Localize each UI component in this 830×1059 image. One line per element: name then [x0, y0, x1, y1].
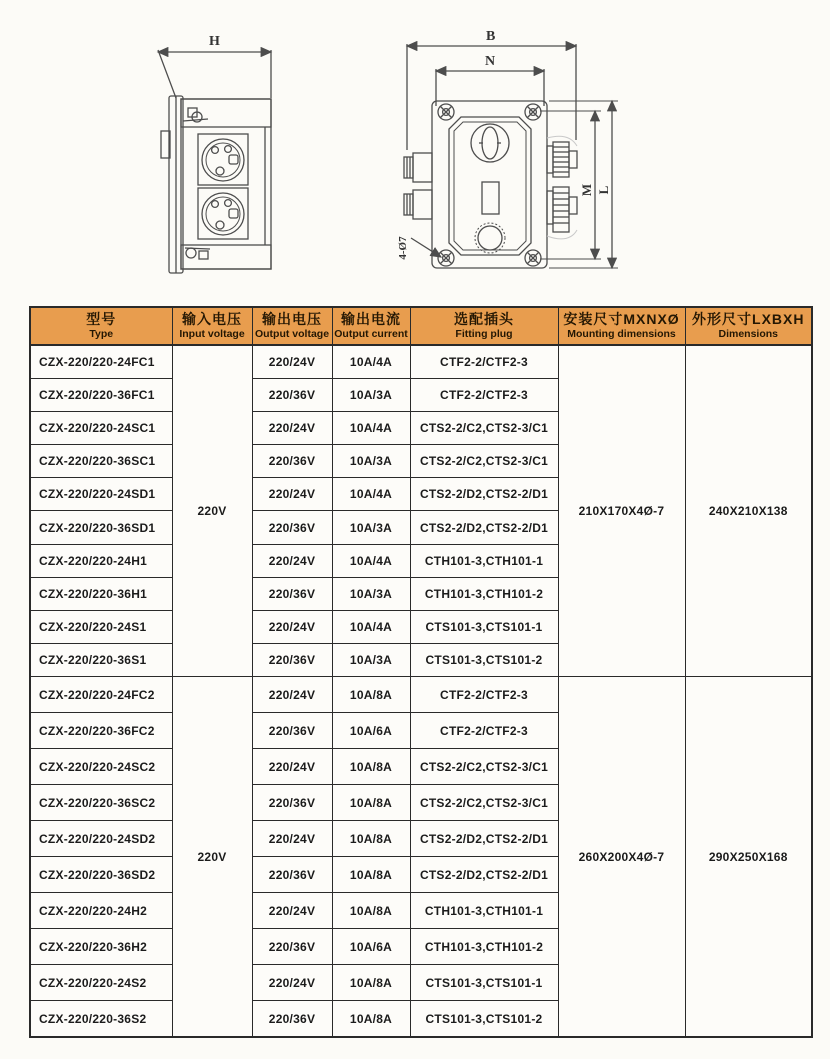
output-voltage-cell: 220/36V: [252, 785, 332, 821]
model-cell: CZX-220/220-36SD2: [30, 857, 172, 893]
output-voltage-cell: 220/36V: [252, 644, 332, 677]
model-cell: CZX-220/220-24SC1: [30, 411, 172, 444]
hole-count-label: 4-Ø7: [397, 236, 409, 260]
column-header: 输出电流 Output current: [332, 307, 410, 345]
output-current-cell: 10A/3A: [332, 378, 410, 411]
output-voltage-cell: 220/24V: [252, 411, 332, 444]
overall-dimensions-cell: 290X250X168: [685, 677, 812, 1037]
model-cell: CZX-220/220-24SD2: [30, 821, 172, 857]
fitting-plug-cell: CTS101-3,CTS101-2: [410, 1001, 558, 1037]
output-voltage-cell: 220/36V: [252, 577, 332, 610]
output-voltage-cell: 220/24V: [252, 749, 332, 785]
column-header: 输出电压 Output voltage: [252, 307, 332, 345]
spec-group: [30, 677, 812, 1037]
output-voltage-cell: 220/24V: [252, 478, 332, 511]
output-current-cell: 10A/8A: [332, 677, 410, 713]
output-voltage-cell: 220/24V: [252, 544, 332, 577]
column-header: 输入电压 Input voltage: [172, 307, 252, 345]
output-current-cell: 10A/3A: [332, 445, 410, 478]
mounting-dimensions-cell: 260X200X4Ø-7: [558, 677, 685, 1037]
fitting-plug-cell: CTS101-3,CTS101-1: [410, 965, 558, 1001]
output-current-cell: 10A/4A: [332, 544, 410, 577]
fitting-plug-cell: CTH101-3,CTH101-1: [410, 893, 558, 929]
model-cell: CZX-220/220-24SD1: [30, 478, 172, 511]
front-view-drawing: [397, 29, 618, 268]
fitting-plug-cell: CTS101-3,CTS101-1: [410, 611, 558, 644]
table-row: [30, 677, 812, 713]
model-cell: CZX-220/220-24FC1: [30, 345, 172, 378]
dim-label-b: B: [486, 29, 496, 44]
model-cell: CZX-220/220-36SC2: [30, 785, 172, 821]
dim-label-m: M: [579, 183, 594, 197]
output-voltage-cell: 220/24V: [252, 965, 332, 1001]
output-current-cell: 10A/8A: [332, 857, 410, 893]
fitting-plug-cell: CTS101-3,CTS101-2: [410, 644, 558, 677]
fitting-plug-cell: CTS2-2/D2,CTS2-2/D1: [410, 478, 558, 511]
column-header: 型号 Type: [30, 307, 172, 345]
output-voltage-cell: 220/36V: [252, 378, 332, 411]
output-voltage-cell: 220/24V: [252, 893, 332, 929]
output-current-cell: 10A/8A: [332, 965, 410, 1001]
input-voltage-cell: 220V: [172, 677, 252, 1037]
output-current-cell: 10A/8A: [332, 785, 410, 821]
table-row: [30, 345, 812, 378]
model-cell: CZX-220/220-24S2: [30, 965, 172, 1001]
output-current-cell: 10A/4A: [332, 611, 410, 644]
fitting-plug-cell: CTF2-2/CTF2-3: [410, 677, 558, 713]
fitting-plug-cell: CTH101-3,CTH101-2: [410, 929, 558, 965]
technical-drawings: [0, 0, 830, 302]
output-current-cell: 10A/4A: [332, 411, 410, 444]
model-cell: CZX-220/220-36S2: [30, 1001, 172, 1037]
output-voltage-cell: 220/24V: [252, 345, 332, 378]
model-cell: CZX-220/220-36H1: [30, 577, 172, 610]
header-row: [30, 307, 812, 345]
fitting-plug-cell: CTS2-2/D2,CTS2-2/D1: [410, 821, 558, 857]
output-current-cell: 10A/6A: [332, 929, 410, 965]
output-voltage-cell: 220/36V: [252, 929, 332, 965]
output-voltage-cell: 220/36V: [252, 511, 332, 544]
output-current-cell: 10A/3A: [332, 511, 410, 544]
output-voltage-cell: 220/36V: [252, 445, 332, 478]
fitting-plug-cell: CTF2-2/CTF2-3: [410, 378, 558, 411]
fitting-plug-cell: CTH101-3,CTH101-2: [410, 577, 558, 610]
fitting-plug-cell: CTS2-2/C2,CTS2-3/C1: [410, 445, 558, 478]
output-current-cell: 10A/8A: [332, 821, 410, 857]
output-voltage-cell: 220/24V: [252, 677, 332, 713]
output-current-cell: 10A/8A: [332, 893, 410, 929]
side-view-drawing: [158, 34, 271, 273]
model-cell: CZX-220/220-24FC2: [30, 677, 172, 713]
model-cell: CZX-220/220-24H2: [30, 893, 172, 929]
output-current-cell: 10A/4A: [332, 478, 410, 511]
output-current-cell: 10A/3A: [332, 577, 410, 610]
output-voltage-cell: 220/36V: [252, 713, 332, 749]
dim-label-n: N: [485, 54, 496, 69]
output-current-cell: 10A/8A: [332, 749, 410, 785]
drawings-svg: [0, 0, 830, 302]
model-cell: CZX-220/220-24H1: [30, 544, 172, 577]
model-cell: CZX-220/220-36FC2: [30, 713, 172, 749]
output-current-cell: 10A/3A: [332, 644, 410, 677]
fitting-plug-cell: CTS2-2/D2,CTS2-2/D1: [410, 511, 558, 544]
column-header: 选配插头 Fitting plug: [410, 307, 558, 345]
output-voltage-cell: 220/36V: [252, 857, 332, 893]
output-voltage-cell: 220/36V: [252, 1001, 332, 1037]
column-header: 安装尺寸MXNXØ Mounting dimensions: [558, 307, 685, 345]
model-cell: CZX-220/220-36H2: [30, 929, 172, 965]
fitting-plug-cell: CTS2-2/C2,CTS2-3/C1: [410, 411, 558, 444]
dim-label-l: L: [596, 185, 611, 195]
model-cell: CZX-220/220-36FC1: [30, 378, 172, 411]
output-voltage-cell: 220/24V: [252, 821, 332, 857]
fitting-plug-cell: CTS2-2/C2,CTS2-3/C1: [410, 749, 558, 785]
mounting-dimensions-cell: 210X170X4Ø-7: [558, 345, 685, 677]
column-header: 外形尺寸LXBXH Dimensions: [685, 307, 812, 345]
output-voltage-cell: 220/24V: [252, 611, 332, 644]
dim-label-h: H: [209, 34, 220, 49]
model-cell: CZX-220/220-24SC2: [30, 749, 172, 785]
input-voltage-cell: 220V: [172, 345, 252, 677]
model-cell: CZX-220/220-36SC1: [30, 445, 172, 478]
spec-table-head: [30, 307, 812, 345]
fitting-plug-cell: CTS2-2/D2,CTS2-2/D1: [410, 857, 558, 893]
output-current-cell: 10A/6A: [332, 713, 410, 749]
model-cell: CZX-220/220-36SD1: [30, 511, 172, 544]
fitting-plug-cell: CTF2-2/CTF2-3: [410, 713, 558, 749]
fitting-plug-cell: CTH101-3,CTH101-1: [410, 544, 558, 577]
output-current-cell: 10A/8A: [332, 1001, 410, 1037]
fitting-plug-cell: CTS2-2/C2,CTS2-3/C1: [410, 785, 558, 821]
spec-table: [29, 306, 813, 1038]
output-current-cell: 10A/4A: [332, 345, 410, 378]
fitting-plug-cell: CTF2-2/CTF2-3: [410, 345, 558, 378]
model-cell: CZX-220/220-24S1: [30, 611, 172, 644]
model-cell: CZX-220/220-36S1: [30, 644, 172, 677]
overall-dimensions-cell: 240X210X138: [685, 345, 812, 677]
spec-group: [30, 345, 812, 677]
